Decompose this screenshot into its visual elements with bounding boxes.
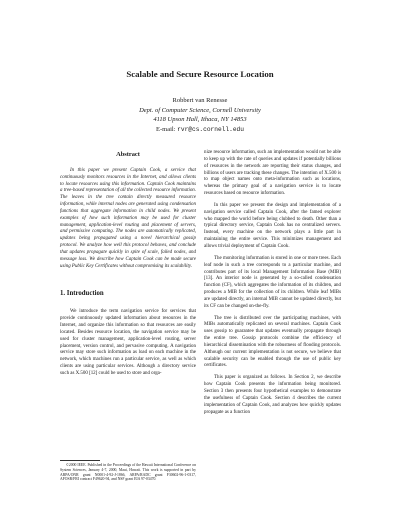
introduction-heading: 1. Introduction bbox=[60, 289, 104, 297]
abstract-text: In this paper we present Captain Cook, a service that continuously monitors resources in the Internet, and allows clients to locate resources using this information. Captain Cook maintains a tree-based representation of all the collected resource information. The leaves in the tree contain directly measured resource information, while internal nodes are generated using condensation functions that aggregate information in child nodes. We present examples of how such information may be used for cluster management, application-level routing and placement of servers, and permissive computing. The nodes are automatically replicated, updates being propagated using a novel hierarchical gossip protocol. We analyze how well this protocol behaves, and conclude that updates propagate quickly in spite of scale, failed nodes, and message loss. We describe how Captain Cook can be made secure using Public Key Certificates without compromising its scalability. bbox=[60, 167, 196, 269]
footnote bbox=[60, 463, 196, 482]
body-paragraph: This paper is organized as follows. In Section 2, we describe how Captain Cook presents the information being monitored. Section 3 then presents four hypothetical examples to demonstrate the usefulness of Captain Cook. Section 4 describes the current implementation of Captain Cook, and analyzes how quickly updates propagate as a function bbox=[204, 375, 341, 415]
left-column bbox=[60, 150, 196, 378]
body-paragraph: The monitoring information is stored in one or more trees. Each leaf node in such a tree corresponds to a particular machine, and contributes part of its local Management Information Base (MIB) [13]. An interior node is generated by a so-called condensation function (CF), which aggregates the information of its children, and produces a MIB for the collection of its children. While leaf MIBs are updated directly, an internal MIB cannot be updated directly, but its CF can be changed on-the-fly. bbox=[204, 255, 341, 309]
affiliation-department: Dept. of Computer Science, Cornell University bbox=[139, 106, 261, 114]
body-paragraph: nize resource information, such an implementation would not be able to keep up with the rate of queries and updates if potentially billions of resources in the network are reporting their status changes, and billions of users are tracking these changes. The intention of X.500 is to map object names onto meta-information such as locations, whereas the primary goal of a navigation service is to locate resources based on resource information. bbox=[204, 150, 341, 197]
author-block bbox=[0, 96, 400, 134]
abstract-heading: Abstract bbox=[116, 151, 140, 158]
email-address: rvr@cs.cornell.edu bbox=[177, 125, 244, 133]
author-email-line bbox=[0, 125, 400, 135]
introduction-paragraph: We introduce the term navigation service for services that provide continuously updated information about resources in the Internet, and organize this information so that resources are easily located. Besides resource location, the navigation service may be used for cluster management, application-level routing, server placement, version control, and pervasive computing. A navigation service may store such information as load on each machine in the network, which machines run a particular service, as well as which clients are using particular services. Although a directory service such as X.500 [12] could be used to store and orga- bbox=[60, 309, 196, 376]
body-paragraph: The tree is distributed over the participating machines, with MIBs automatically replicated on several machines. Captain Cook uses gossip to guarantee that updates eventually propagate through the entire tree. Gossip protocols combine the efficiency of hierarchical dissemination with the robustness of flooding protocols. Although our current implementation is not secure, we believe that scalable security can be enabled through the use of public key certificates. bbox=[204, 315, 341, 369]
body-paragraph: In this paper we present the design and implementation of a navigation service called Captain Cook, after the famed explorer who mapped the world before being clubbed to death. Other than a typical directory service, Captain Cook has no centralized servers. Instead, every machine on the network plays a little part in maintaining the entire service. This minimizes management and allows trivial deployment of Captain Cook. bbox=[204, 202, 341, 249]
paper-title: Scalable and Secure Resource Location bbox=[126, 69, 274, 79]
email-label: E-mail: bbox=[156, 125, 176, 133]
right-column bbox=[204, 150, 341, 416]
author-name: Robbert van Renesse bbox=[172, 97, 228, 104]
footnote-rule bbox=[60, 460, 100, 461]
affiliation-address: 4118 Upson Hall, Ithaca, NY 14853 bbox=[153, 116, 247, 124]
footnote-text: ©2000 IEEE. Published in the Proceedings of the Hawaii International Conference on System Sciences, January 4-7, 2000, Maui, Hawaii. This work is supported in part by ARPA/ONR grant N0001-4-92-J-1866, ARPA/RADC grant F30602-96-1-0317, AFOSR/FRI contract F49620-94, and NSF grant EIA 97-03470. bbox=[60, 463, 196, 482]
